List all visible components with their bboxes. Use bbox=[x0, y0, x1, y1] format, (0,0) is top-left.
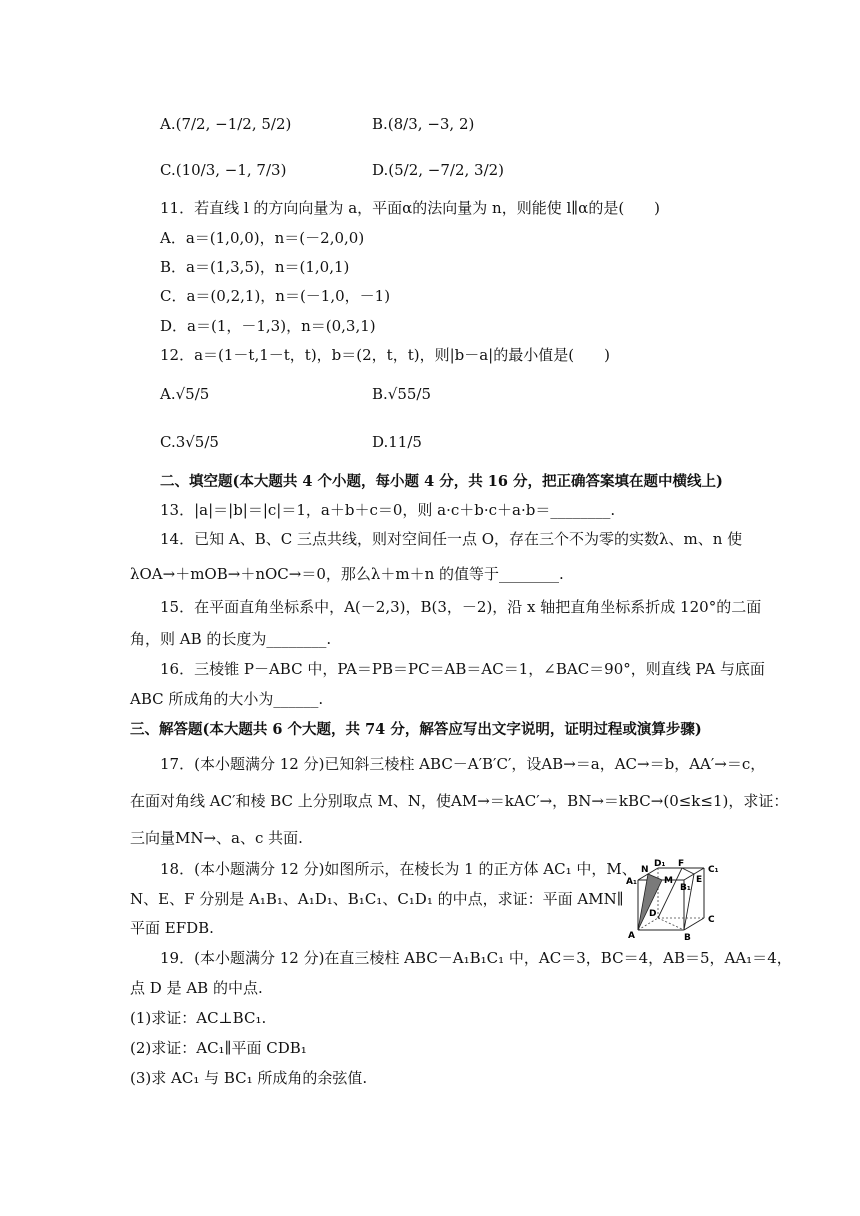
q12-option-c: C.3√5/5 bbox=[160, 433, 219, 451]
q18-line3: 平面 EFDB. bbox=[130, 919, 214, 937]
q16-line1: 16．三棱锥 P－ABC 中，PA＝PB＝PC＝AB＝AC＝1，∠BAC＝90°，则直线 PA 与底面 bbox=[160, 660, 765, 678]
q11-stem: 11．若直线 l 的方向向量为 a，平面α的法向量为 n，则能使 l∥α的是( ) bbox=[160, 199, 661, 217]
q17-line3: 三向量MN→、a、c 共面. bbox=[130, 829, 303, 847]
q13-text: 13．|a|＝|b|＝|c|＝1，a＋b＋c＝0，则 a·c＋b·c＋a·b＝________. bbox=[160, 501, 616, 519]
q17-line1: 17．(本小题满分 12 分)已知斜三棱柱 ABC－A′B′C′，设AB→＝a，AC→＝b，AA′→＝c， bbox=[160, 755, 766, 773]
label-c1: C₁ bbox=[708, 865, 719, 875]
q19-line1: 19．(本小题满分 12 分)在直三棱柱 ABC－A₁B₁C₁ 中，AC＝3，BC＝4，AB＝5，AA₁＝4， bbox=[160, 949, 792, 967]
label-a: A bbox=[628, 931, 635, 941]
q10-option-b: B.(8/3, −3, 2) bbox=[372, 115, 475, 133]
q12-option-b: B.√55/5 bbox=[372, 385, 432, 403]
label-a1: A₁ bbox=[626, 877, 637, 887]
section-answer-heading: 三、解答题(本大题共 6 个大题，共 74 分，解答应写出文字说明，证明过程或演算步骤) bbox=[130, 721, 702, 738]
label-b1: B₁ bbox=[680, 883, 691, 893]
label-m: M bbox=[664, 876, 673, 886]
q11-option-d: D．a＝(1，－1,3)，n＝(0,3,1) bbox=[160, 317, 376, 335]
q10-option-c: C.(10/3, −1, 7/3) bbox=[160, 161, 287, 179]
q18-line1: 18．(本小题满分 12 分)如图所示，在棱长为 1 的正方体 AC₁ 中，M、 bbox=[160, 860, 637, 878]
q19-part1: (1)求证：AC⊥BC₁. bbox=[130, 1009, 267, 1027]
q10-option-d: D.(5/2, −7/2, 3/2) bbox=[372, 161, 505, 179]
label-b: B bbox=[684, 933, 691, 942]
q14-line1: 14．已知 A、B、C 三点共线，则对空间任一点 O，存在三个不为零的实数λ、m、n 使 bbox=[160, 530, 743, 548]
label-c: C bbox=[708, 915, 715, 925]
q14-line2: λOA→＋mOB→＋nOC→＝0，那么λ＋m＋n 的值等于________. bbox=[130, 565, 564, 583]
q19-part3: (3)求 AC₁ 与 BC₁ 所成角的余弦值. bbox=[130, 1069, 368, 1087]
q10-option-a: A.(7/2, −1/2, 5/2) bbox=[160, 115, 292, 133]
label-f: F bbox=[678, 859, 685, 869]
label-d: D bbox=[649, 909, 657, 919]
q16-line2: ABC 所成角的大小为______. bbox=[130, 690, 324, 708]
q15-line2: 角，则 AB 的长度为________. bbox=[130, 630, 332, 648]
q12-stem: 12．a＝(1－t,1－t，t)，b＝(2，t，t)，则|b－a|的最小值是( ) bbox=[160, 346, 610, 364]
label-e: E bbox=[696, 875, 703, 885]
q19-part2: (2)求证：AC₁∥平面 CDB₁ bbox=[130, 1039, 307, 1057]
q12-option-a: A.√5/5 bbox=[160, 385, 210, 403]
q17-line2: 在面对角线 AC′和棱 BC 上分别取点 M、N，使AM→＝kAC′→，BN→＝kBC→(0≤k≤1)，求证： bbox=[130, 792, 789, 810]
q18-line2: N、E、F 分别是 A₁B₁、A₁D₁、B₁C₁、C₁D₁ 的中点，求证：平面 AMN∥ bbox=[130, 890, 624, 908]
label-d1: D₁ bbox=[654, 859, 666, 869]
section-fill-in-heading: 二、填空题(本大题共 4 个小题，每小题 4 分，共 16 分，把正确答案填在题中横线上) bbox=[160, 473, 723, 490]
cube-figure bbox=[624, 858, 734, 942]
q11-option-a: A．a＝(1,0,0)，n＝(－2,0,0) bbox=[160, 229, 365, 247]
label-n: N bbox=[641, 865, 649, 875]
q11-option-b: B．a＝(1,3,5)，n＝(1,0,1) bbox=[160, 258, 350, 276]
q11-option-c: C．a＝(0,2,1)，n＝(－1,0，－1) bbox=[160, 287, 391, 305]
q19-line2: 点 D 是 AB 的中点. bbox=[130, 979, 263, 997]
q15-line1: 15．在平面直角坐标系中，A(－2,3)，B(3，－2)，沿 x 轴把直角坐标系折成 120°的二面 bbox=[160, 598, 762, 616]
q12-option-d: D.11/5 bbox=[372, 433, 422, 451]
